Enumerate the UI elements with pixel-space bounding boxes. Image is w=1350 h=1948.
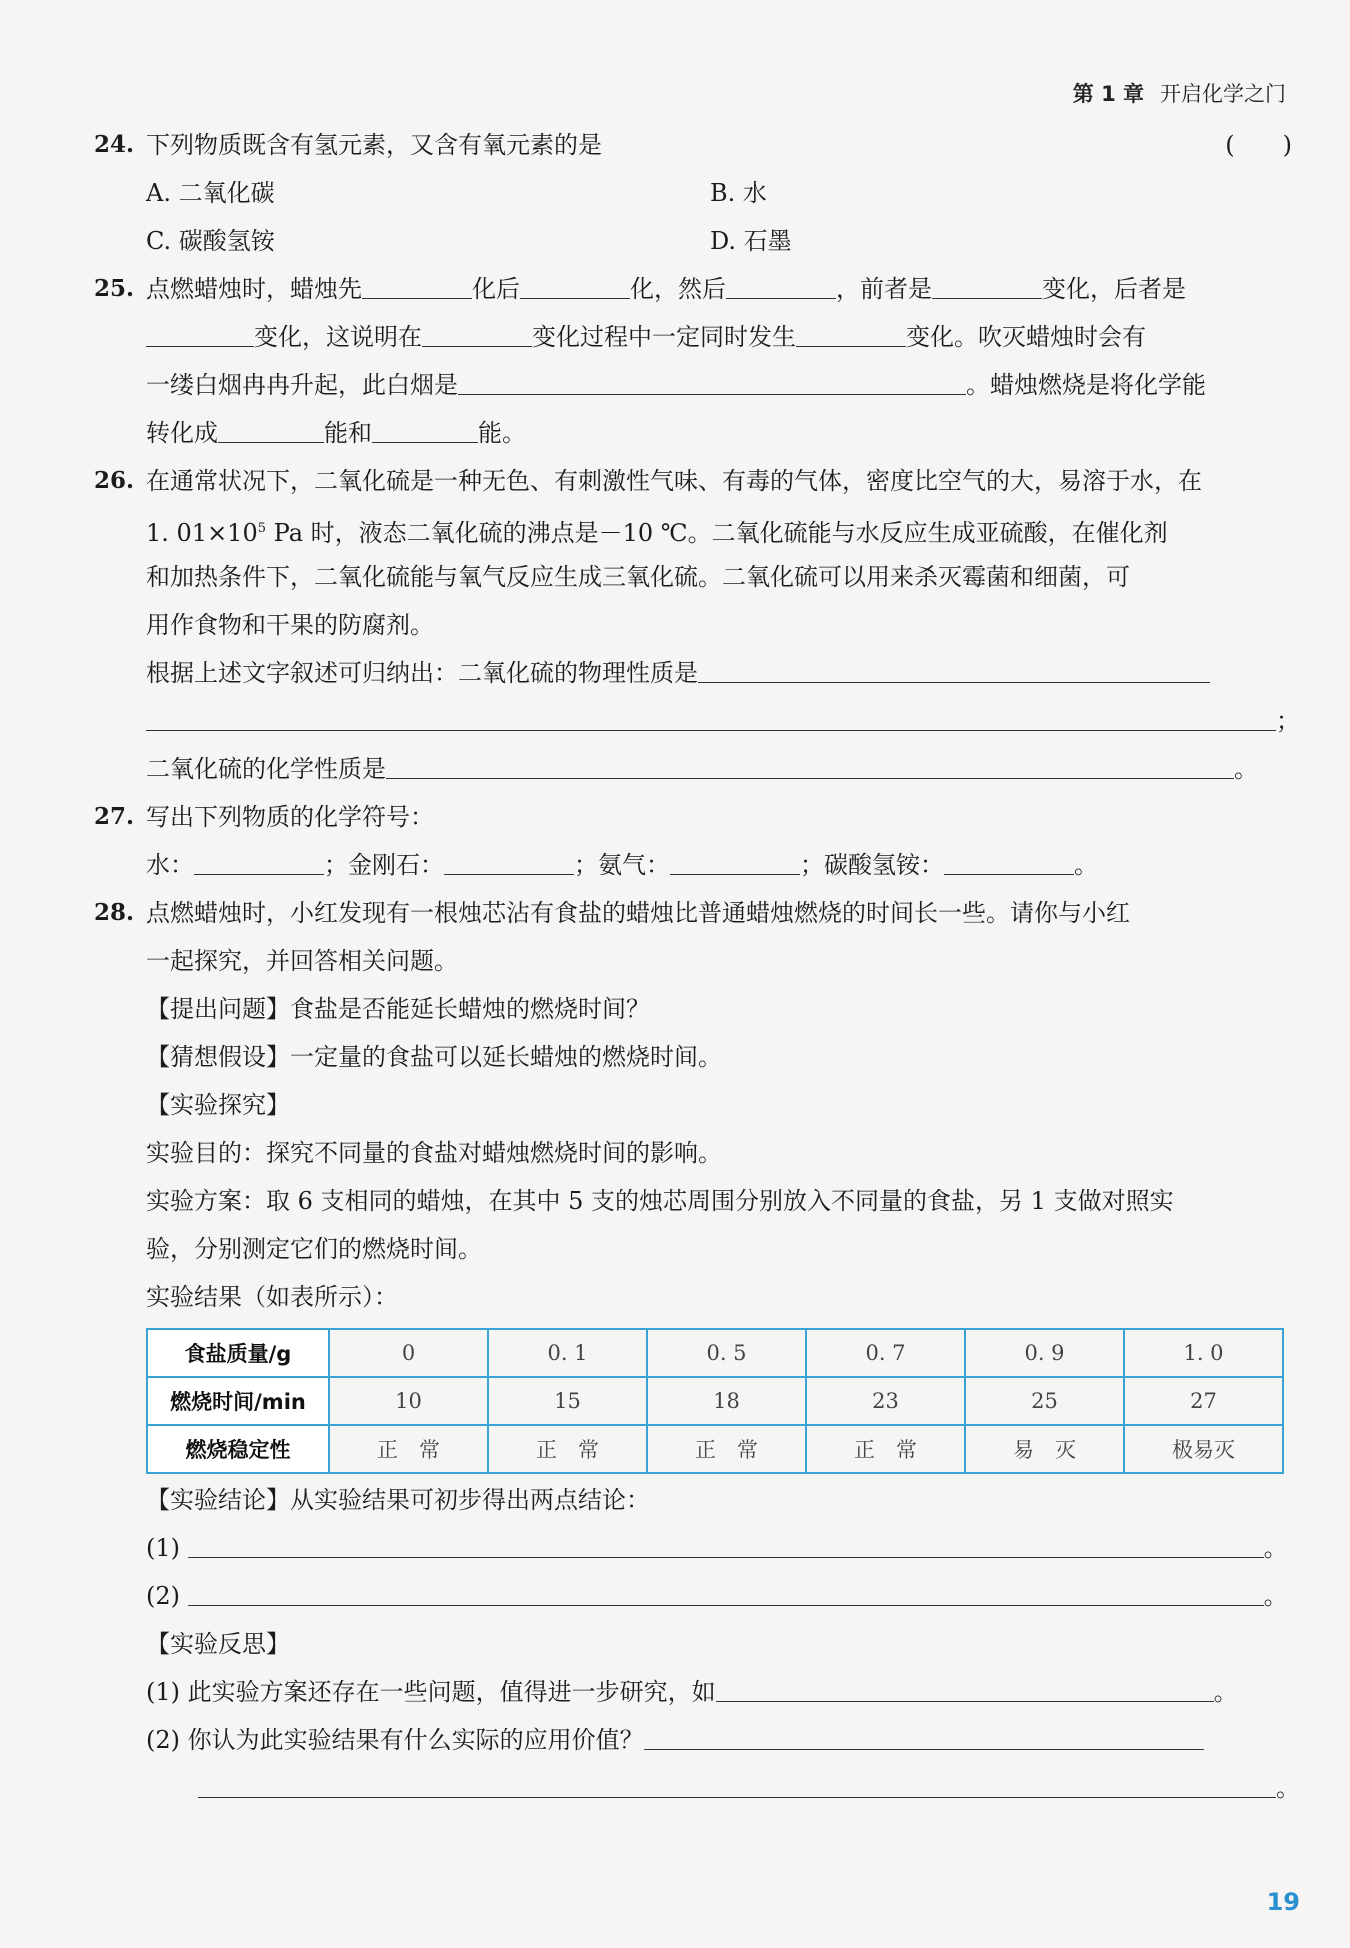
- blank[interactable]: [146, 700, 1276, 731]
- blank[interactable]: [146, 316, 254, 347]
- blank[interactable]: [188, 1527, 1264, 1558]
- chapter-label: 第 1 章: [1072, 82, 1144, 106]
- running-header: [1073, 78, 1286, 108]
- table-cell: 10: [329, 1377, 488, 1425]
- table-cell: 23: [806, 1377, 965, 1425]
- text-line: 【提出问题】食盐是否能延长蜡烛的燃烧时间？: [146, 995, 650, 1023]
- table-cell: 正 常: [806, 1425, 965, 1473]
- results-table: [146, 1328, 1284, 1474]
- text-line: 和加热条件下，二氧化硫能与氧气反应生成三氧化硫。二氧化硫可以用来杀灭霉菌和细菌，可: [146, 563, 1130, 591]
- question-number: 28.: [94, 899, 135, 926]
- option-d[interactable]: D. 石墨: [710, 227, 792, 255]
- blank[interactable]: [944, 844, 1074, 875]
- blank[interactable]: [932, 268, 1042, 299]
- answer-paren[interactable]: ( ): [1225, 131, 1292, 159]
- text-line: 实验结果（如表所示）：: [146, 1283, 398, 1311]
- chapter-title: 开启化学之门: [1160, 82, 1286, 106]
- question-number: 26.: [94, 467, 135, 494]
- text-line: 实验目的：探究不同量的食盐对蜡烛燃烧时间的影响。: [146, 1139, 722, 1167]
- blank[interactable]: [716, 1671, 1214, 1702]
- table-cell: 25: [965, 1377, 1124, 1425]
- blank[interactable]: [386, 748, 1234, 779]
- blank[interactable]: [520, 268, 630, 299]
- table-cell: 18: [647, 1377, 806, 1425]
- text-line: 在通常状况下，二氧化硫是一种无色、有刺激性气味、有毒的气体，密度比空气的大，易溶于水，在: [146, 467, 1202, 495]
- blank[interactable]: [372, 412, 478, 443]
- blank[interactable]: [198, 1767, 1276, 1798]
- table-cell: 极易灭: [1124, 1425, 1283, 1473]
- table-cell: 27: [1124, 1377, 1283, 1425]
- blank[interactable]: [698, 652, 1210, 683]
- blank[interactable]: [670, 844, 800, 875]
- question-27: 27. 写出下列物质的化学符号： 水： ；金刚石： ；氨气： ；碳酸氢铵： 。: [94, 793, 1292, 889]
- option-a[interactable]: A. 二氧化碳: [146, 179, 275, 207]
- table-cell: 正 常: [488, 1425, 647, 1473]
- row-header: 燃烧时间/min: [147, 1377, 329, 1425]
- table-cell: 0. 1: [488, 1329, 647, 1377]
- row-header: 食盐质量/g: [147, 1329, 329, 1377]
- text-line: 一起探究，并回答相关问题。: [146, 947, 458, 975]
- blank[interactable]: [726, 268, 836, 299]
- option-c[interactable]: C. 碳酸氢铵: [146, 227, 275, 255]
- blank[interactable]: [796, 316, 906, 347]
- table-row: [147, 1425, 1283, 1473]
- table-cell: 易 灭: [965, 1425, 1124, 1473]
- table-row: [147, 1329, 1283, 1377]
- question-stem: 下列物质既含有氢元素，又含有氧元素的是 ( ): [146, 121, 1292, 169]
- row-header: 燃烧稳定性: [147, 1425, 329, 1473]
- question-number: 25.: [94, 275, 135, 302]
- table-cell: 0. 5: [647, 1329, 806, 1377]
- table-cell: 0. 9: [965, 1329, 1124, 1377]
- table-cell: 0: [329, 1329, 488, 1377]
- table-cell: 15: [488, 1377, 647, 1425]
- question-number: 24.: [94, 131, 135, 158]
- blank[interactable]: [422, 316, 532, 347]
- question-25: 25. 点燃蜡烛时，蜡烛先 化后 化，然后 ，前者是 变化，后者是 变化，这说明在 变化过程中一定同时发生 变化。吹灭蜡烛时会有 一缕白烟冉冉升起，此白烟是 。蜡烛燃烧是将化学能 转化成 能和 能。: [94, 265, 1292, 457]
- question-26: 26. 在通常状况下，二氧化硫是一种无色、有刺激性气味、有毒的气体，密度比空气的大，易溶于水，在 1. $01\times 10^5$ Pa 时，液态二氧化硫的沸点是－10 ℃。二氧化硫能与水反应生成亚硫酸，在催化剂 和加热条件下，二氧化硫能与氧气反应生成三氧化硫。二氧化硫可以用来杀灭霉菌和细菌，可 用作食物和干果的防腐剂。 根据上述文字叙述可归纳出：二氧化硫的物理性质是 ； 二氧化硫的化学性质是 。: [94, 457, 1292, 793]
- blank[interactable]: [444, 844, 574, 875]
- text-line: 写出下列物质的化学符号：: [146, 803, 434, 831]
- blank[interactable]: [194, 844, 324, 875]
- text-line: 实验方案：取 6 支相同的蜡烛，在其中 5 支的烛芯周围分别放入不同量的食盐，另 1 支做对照实: [146, 1187, 1174, 1215]
- blank[interactable]: [218, 412, 324, 443]
- table-row: [147, 1377, 1283, 1425]
- text-line: 点燃蜡烛时，小红发现有一根烛芯沾有食盐的蜡烛比普通蜡烛燃烧的时间长一些。请你与小红: [146, 899, 1130, 927]
- blank[interactable]: [188, 1575, 1264, 1606]
- table-cell: 0. 7: [806, 1329, 965, 1377]
- text-line: 验，分别测定它们的燃烧时间。: [146, 1235, 482, 1263]
- blank[interactable]: [458, 364, 966, 395]
- text-line: 用作食物和干果的防腐剂。: [146, 611, 434, 639]
- table-cell: 正 常: [329, 1425, 488, 1473]
- blank[interactable]: [362, 268, 472, 299]
- blank[interactable]: [644, 1719, 1204, 1750]
- page-number: 19: [1266, 1888, 1300, 1916]
- text-line: 【实验探究】: [146, 1091, 290, 1119]
- table-cell: 正 常: [647, 1425, 806, 1473]
- question-28: [94, 889, 1292, 1321]
- question-28-cont: 【实验结论】从实验结果可初步得出两点结论： (1) 。 (2) 。 【实验反思】 (1) 此实验方案还存在一些问题，值得进一步研究，如 。 (2) 你认为此实验结果有什么实际的应用价值？ 。: [94, 1476, 1292, 1812]
- option-b[interactable]: B. 水: [710, 179, 767, 207]
- text-line: 【实验结论】从实验结果可初步得出两点结论：: [146, 1486, 650, 1514]
- question-24: [94, 121, 1292, 265]
- text-line: 【实验反思】: [146, 1630, 290, 1658]
- question-number: 27.: [94, 803, 135, 830]
- table-cell: 1. 0: [1124, 1329, 1283, 1377]
- text-line: 【猜想假设】一定量的食盐可以延长蜡烛的燃烧时间。: [146, 1043, 722, 1071]
